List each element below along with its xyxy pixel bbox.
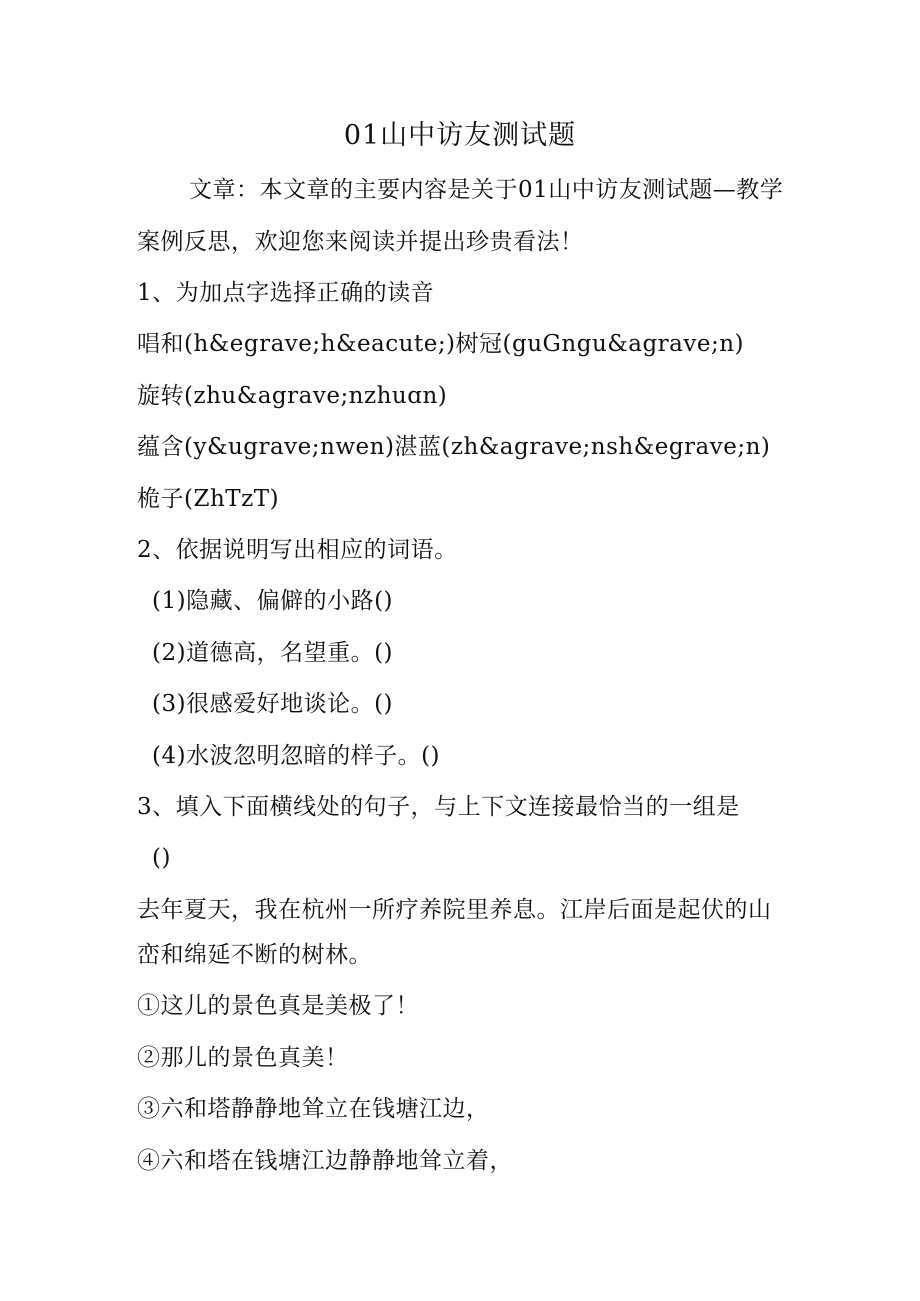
question-1-item: 旋转(zhu&agrave;nzhuɑn) <box>137 383 448 409</box>
question-3-heading: 3、填入下面横线处的句子，与上下文连接最恰当的一组是 <box>137 794 740 820</box>
question-2-item: (3)很感爱好地谈论。() <box>152 691 394 717</box>
question-2-item: (1)隐藏、偏僻的小路() <box>152 588 394 614</box>
question-3-answer-blank: () <box>152 845 171 871</box>
question-1-heading: 1、为加点字选择正确的读音 <box>137 280 435 306</box>
document-title: 01山中访友测试题 <box>343 120 577 151</box>
question-3-option: ④六和塔在钱塘江边静静地耸立着， <box>137 1148 513 1174</box>
question-3-option: ②那儿的景色真美！ <box>137 1045 349 1071</box>
question-1-item: 蕴含(y&ugrave;nwen)湛蓝(zh&agrave;nsh&egrave;n) <box>137 434 771 460</box>
question-3-option: ①这儿的景色真是美极了！ <box>137 993 419 1019</box>
question-3-passage-line-2: 峦和绵延不断的树林。 <box>137 942 372 968</box>
intro-line-2: 案例反思，欢迎您来阅读并提出珍贵看法！ <box>137 229 584 255</box>
question-3-passage-line-1: 去年夏天，我在杭州一所疗养院里养息。江岸后面是起伏的山 <box>137 897 772 923</box>
question-1-item: 桅子(ZhTzT) <box>137 486 280 512</box>
question-1-item: 唱和(h&egrave;h&eacute;)树冠(guGngu&agrave;n) <box>137 331 745 357</box>
question-2-item: (2)道德高，名望重。() <box>152 640 394 666</box>
question-3-option: ③六和塔静静地耸立在钱塘江边， <box>137 1096 490 1122</box>
question-2-item: (4)水波忽明忽暗的样子。() <box>152 743 441 769</box>
intro-line-1: 文章：本文章的主要内容是关于01山中访友测试题—教学 <box>189 177 784 203</box>
question-2-heading: 2、依据说明写出相应的词语。 <box>137 537 458 563</box>
